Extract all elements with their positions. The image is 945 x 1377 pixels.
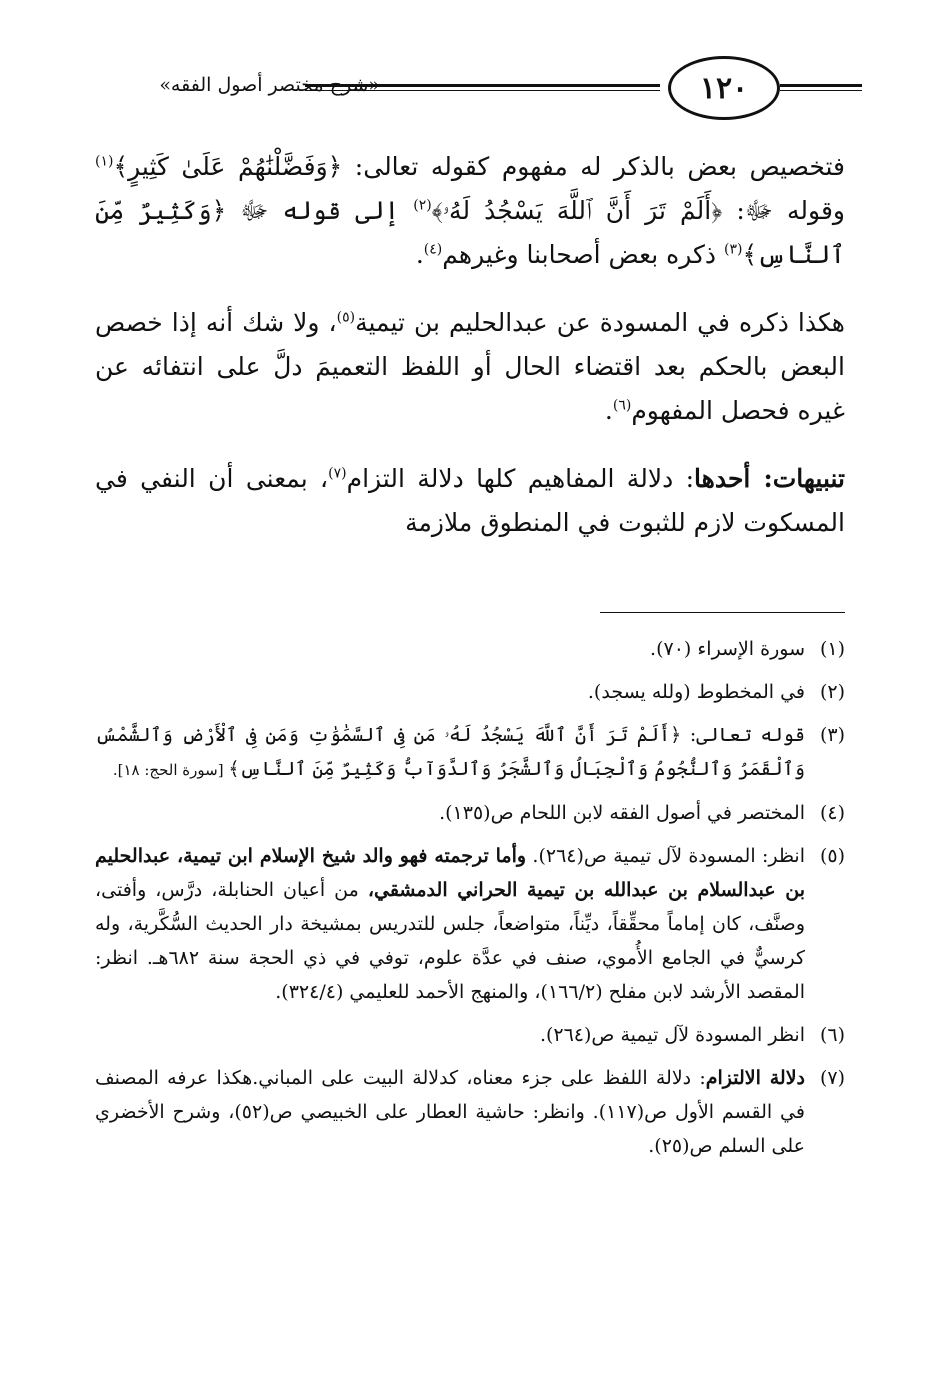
footnote-ref[interactable]: (١): [95, 153, 114, 170]
running-title: «شرح مختصر أصول الفقه»: [159, 74, 380, 96]
footnote: [95, 1018, 845, 1052]
footnote-ref[interactable]: (٤): [423, 241, 443, 258]
page-number: ١٢٠: [668, 56, 780, 120]
text-segment: هكذا ذكره في المسودة عن عبدالحليم بن تيمية: [355, 308, 845, 337]
text-segment: انظر: المسودة لآل تيمية ص(٢٦٤).: [526, 845, 805, 867]
footnote: [95, 632, 845, 666]
footnotes: [95, 632, 845, 1172]
footnote-number: (٥): [819, 845, 845, 867]
footnote: [95, 839, 845, 1009]
quran-quote: ﴿وَكَثِيرٌ مِّنَ ٱلنَّاسِ﴾: [95, 196, 845, 269]
text-segment: ، ولا شك أنه إذا خصص البعض بالحكم بعد اقتضاء الحال أو اللفظ التعميمَ دلَّ على انتفائه عن غيره فحصل المفهوم: [95, 308, 845, 425]
text-segment: : دلالة المفاهيم كلها دلالة التزام: [346, 464, 695, 493]
footnote: [95, 718, 845, 787]
footnote-text: المختصر في أصول الفقه لابن اللحام ص(١٣٥).: [439, 802, 805, 824]
text-segment: فتخصيص بعض بالذكر له مفهوم كقوله تعالى:: [342, 152, 845, 181]
footnote-ref[interactable]: (٣): [723, 241, 743, 258]
footnote-number: (٧): [819, 1067, 845, 1089]
bold-text: دلالة الالتزام: [705, 1067, 805, 1089]
footnote: [95, 1061, 845, 1163]
footnote-text: سورة الإسراء (٧٠).: [650, 638, 805, 660]
footnote-text: [95, 1061, 805, 1163]
footnote-number: (٣): [819, 724, 845, 746]
footnote-text: [95, 718, 805, 787]
text-segment: .: [604, 396, 613, 425]
footnote-ref[interactable]: (٧): [328, 465, 347, 482]
text-segment: من أعيان الحنابلة، درَّس، وأفتى، وصنَّف، كان إماماً محقِّقاً، ديِّناً، متواضعاً، جلس للتدريس بمشيخة دار الحديث السُّكَّرية، وله كرسيٌّ في الجامع الأُموي، صنف في عدَّة علوم، توفي في ذي الحجة سنة ٦٨٢هـ. انظر: المقصد الأرشد لابن مفلح (١٦٦/٢)، والمنهج الأحمد للعليمي (٣٢٤/٤).: [95, 879, 805, 1003]
footnote-ref[interactable]: (٢): [413, 197, 432, 214]
text-segment: وقوله ﷻ:: [722, 196, 845, 225]
quran-quote: ﴿وَفَضَّلْنَٰهُمْ عَلَىٰ كَثِيرٍ﴾: [113, 152, 343, 181]
footnote-ref[interactable]: (٥): [336, 309, 356, 326]
surah-reference: [سورة الحج: ١٨].: [112, 761, 229, 779]
footnote: [95, 796, 845, 830]
text-segment: ، بمعنى أن النفي في المسكوت لازم للثبوت في المنطوق ملازمة: [95, 464, 845, 537]
footnote-ref[interactable]: (٦): [612, 397, 632, 414]
page-header: [90, 48, 850, 128]
paragraph-3: [95, 457, 845, 545]
quran-quote: ﴿أَلَمْ تَرَ أَنَّ ٱللَّهَ يَسْجُدُ لَهُۥ﴾: [431, 196, 723, 225]
footnote-text: في المخطوط (ولله يسجد).: [587, 681, 805, 703]
main-text: [95, 145, 845, 569]
footnote-text: انظر المسودة لآل تيمية ص(٢٦٤).: [539, 1024, 805, 1046]
paragraph-2: [95, 301, 845, 433]
footnote-number: (١): [819, 638, 845, 660]
section-heading: تنبيهات: أحدها: [694, 464, 845, 493]
text-segment: قوله تعالى:: [681, 724, 805, 746]
text-segment: : دلالة اللفظ على جزء معناه، كدلالة البيت على المباني.هكذا عرفه المصنف في القسم الأول ص(١١٧). وانظر: حاشية العطار على الخبيصي ص(٥٢)، وشرح الأخضري على السلم ص(٢٥).: [95, 1067, 805, 1157]
footnote-text: [95, 839, 805, 1009]
footnote-number: (٤): [819, 802, 845, 824]
quran-quote: ﴿أَلَمْ تَرَ أَنَّ ٱللَّهَ يَسْجُدُ لَهُۥ مَن فِى ٱلسَّمَٰوَٰتِ وَمَن فِى ٱلْأَرْضِ وَٱلشَّمْسُ وَٱلْقَمَرُ وَٱلنُّجُومُ وَٱلْجِبَالُ وَٱلشَّجَرُ وَٱلدَّوَآبُّ وَكَثِيرٌ مِّنَ ٱلنَّاسِ﴾: [95, 724, 805, 780]
footnote-number: (٦): [819, 1024, 845, 1046]
text-segment: .: [415, 240, 424, 269]
paragraph-1: [95, 145, 845, 277]
footnote-separator: [600, 612, 845, 613]
text-segment: ذكره بعض أصحابنا وغيرهم: [442, 240, 724, 269]
text-segment: إلى قوله ﷻ: [226, 196, 414, 225]
footnote-number: (٢): [819, 681, 845, 703]
bold-text: وأما ترجمته فهو والد شيخ الإسلام ابن تيمية، عبدالحليم بن عبدالسلام بن عبدالله بن تيمية الحراني الدمشقي،: [95, 845, 805, 901]
footnote: [95, 675, 845, 709]
header-rule-right: [780, 84, 862, 87]
